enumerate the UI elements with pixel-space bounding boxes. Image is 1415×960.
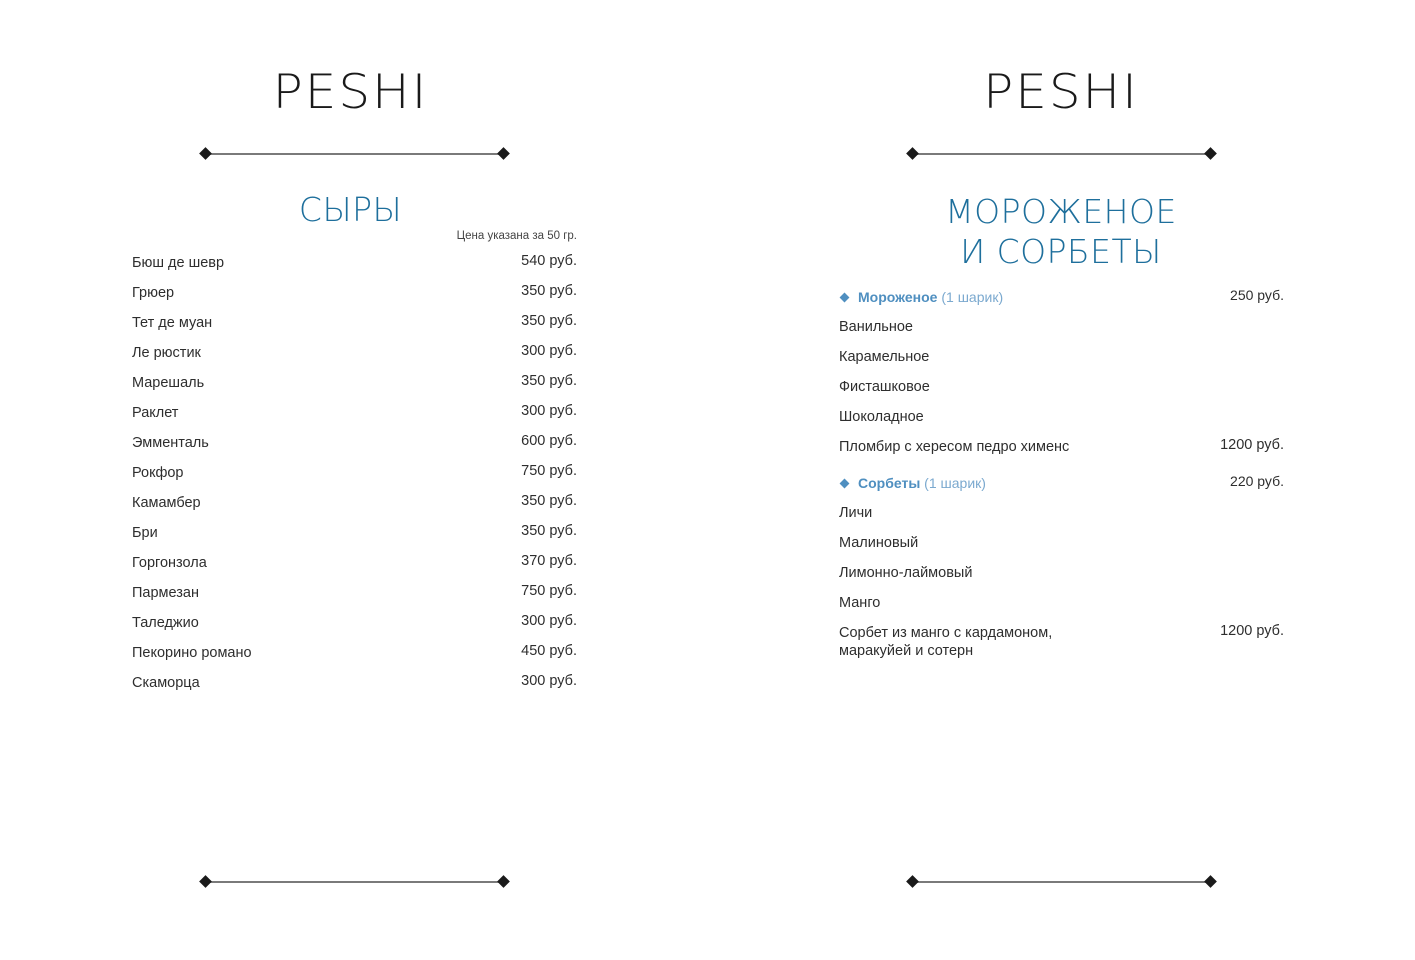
menu-item: [839, 624, 1284, 660]
item-price: 300 руб.: [521, 613, 577, 629]
item-name: Камамбер: [132, 495, 201, 511]
item-name: Сорбет из манго с кардамоном, маракуйей и сотерн: [839, 625, 1053, 659]
diamond-ornament-icon: [497, 147, 510, 160]
section-title-cheeses: СЫРЫ: [298, 190, 403, 229]
bottom-divider: [200, 875, 509, 889]
brand-logo: PESHI: [983, 64, 1139, 120]
menu-item: [839, 348, 1284, 366]
menu-item: [839, 378, 1284, 396]
group-name: Сорбеты: [858, 475, 921, 491]
menu-item: [839, 594, 1284, 612]
item-price: 300 руб.: [521, 403, 577, 419]
menu-item: [839, 504, 1284, 522]
item-price: 370 руб.: [521, 553, 577, 569]
ice-cream-menu-page: [707, 0, 1415, 960]
group-name: Мороженое: [858, 289, 938, 305]
item-name: Пекорино романо: [132, 645, 252, 661]
top-divider: [907, 147, 1216, 161]
item-name: Рокфор: [132, 465, 184, 481]
item-price: 300 руб.: [521, 673, 577, 689]
menu-item: [132, 254, 577, 272]
item-name: Бюш де шевр: [132, 255, 225, 271]
diamond-bullet-icon: [840, 479, 850, 489]
cheese-menu-page: [0, 0, 707, 960]
item-price: 350 руб.: [521, 313, 577, 329]
menu-item: [839, 408, 1284, 426]
item-price: 600 руб.: [521, 433, 577, 449]
item-name: Шоколадное: [839, 409, 924, 425]
item-name: Карамельное: [839, 349, 930, 365]
item-price: 300 руб.: [521, 343, 577, 359]
menu-item: [132, 314, 577, 332]
diamond-ornament-icon: [199, 147, 212, 160]
item-price: 1200 руб.: [1220, 437, 1284, 453]
section-title-line1: МОРОЖЕНОЕ: [945, 192, 1177, 231]
item-name: Скаморца: [132, 675, 200, 691]
item-name: Пломбир с хересом педро хименс: [839, 439, 1070, 455]
price-note: Цена указана за 50 гр.: [456, 230, 577, 242]
item-price: 350 руб.: [521, 493, 577, 509]
menu-item: [132, 614, 577, 632]
diamond-ornament-icon: [497, 875, 510, 888]
item-name: Фисташковое: [839, 379, 930, 395]
item-price: 540 руб.: [521, 253, 577, 269]
item-name: Ванильное: [839, 319, 913, 335]
menu-item: [132, 494, 577, 512]
menu-item: [132, 404, 577, 422]
divider-line: [206, 153, 503, 155]
menu-item: [132, 644, 577, 662]
bottom-divider: [907, 875, 1216, 889]
diamond-ornament-icon: [1204, 147, 1217, 160]
item-name: Таледжио: [132, 615, 199, 631]
menu-item: [839, 564, 1284, 582]
brand-logo: PESHI: [272, 64, 429, 120]
item-price: 750 руб.: [521, 583, 577, 599]
item-price: 450 руб.: [521, 643, 577, 659]
menu-item: [839, 438, 1284, 456]
menu-item: [132, 554, 577, 572]
item-name: Ле рюстик: [132, 345, 201, 361]
menu-item: [839, 318, 1284, 336]
group-price: 250 руб.: [1230, 287, 1284, 303]
item-price: 350 руб.: [521, 523, 577, 539]
menu-item: [132, 584, 577, 602]
item-name: Малиновый: [839, 535, 919, 551]
item-name: Эмменталь: [132, 435, 209, 451]
diamond-ornament-icon: [1204, 875, 1217, 888]
menu-item: [132, 434, 577, 452]
item-name: Горгонзола: [132, 555, 207, 571]
item-name: Лимонно-лаймовый: [839, 565, 973, 581]
menu-item: [132, 344, 577, 362]
divider-line: [913, 153, 1210, 155]
item-name: Пармезан: [132, 585, 199, 601]
menu-item: [132, 284, 577, 302]
section-title-line2: И СОРБЕТЫ: [960, 232, 1162, 271]
group-note: (1 шарик): [924, 475, 986, 491]
menu-item: [132, 464, 577, 482]
divider-line: [206, 881, 503, 883]
item-price: 1200 руб.: [1220, 623, 1284, 639]
item-name: Личи: [839, 505, 873, 521]
group-header-sorbets: [839, 474, 1284, 492]
menu-item: [132, 674, 577, 692]
diamond-ornament-icon: [906, 147, 919, 160]
item-price: 350 руб.: [521, 283, 577, 299]
item-price: 750 руб.: [521, 463, 577, 479]
diamond-ornament-icon: [199, 875, 212, 888]
group-price: 220 руб.: [1230, 473, 1284, 489]
item-name: Манго: [839, 595, 881, 611]
menu-item: [132, 524, 577, 542]
item-name: Раклет: [132, 405, 179, 421]
diamond-bullet-icon: [840, 293, 850, 303]
top-divider: [200, 147, 509, 161]
item-price: 350 руб.: [521, 373, 577, 389]
group-note: (1 шарик): [941, 289, 1004, 305]
divider-line: [913, 881, 1210, 883]
item-name: Бри: [132, 525, 158, 541]
section-title-ice-cream: [707, 192, 1415, 272]
item-name: Грюер: [132, 285, 175, 301]
item-name: Марешаль: [132, 375, 205, 391]
item-name: Тет де муан: [132, 315, 213, 331]
menu-item: [839, 534, 1284, 552]
group-header-ice-cream: [839, 288, 1284, 306]
diamond-ornament-icon: [906, 875, 919, 888]
menu-item: [132, 374, 577, 392]
